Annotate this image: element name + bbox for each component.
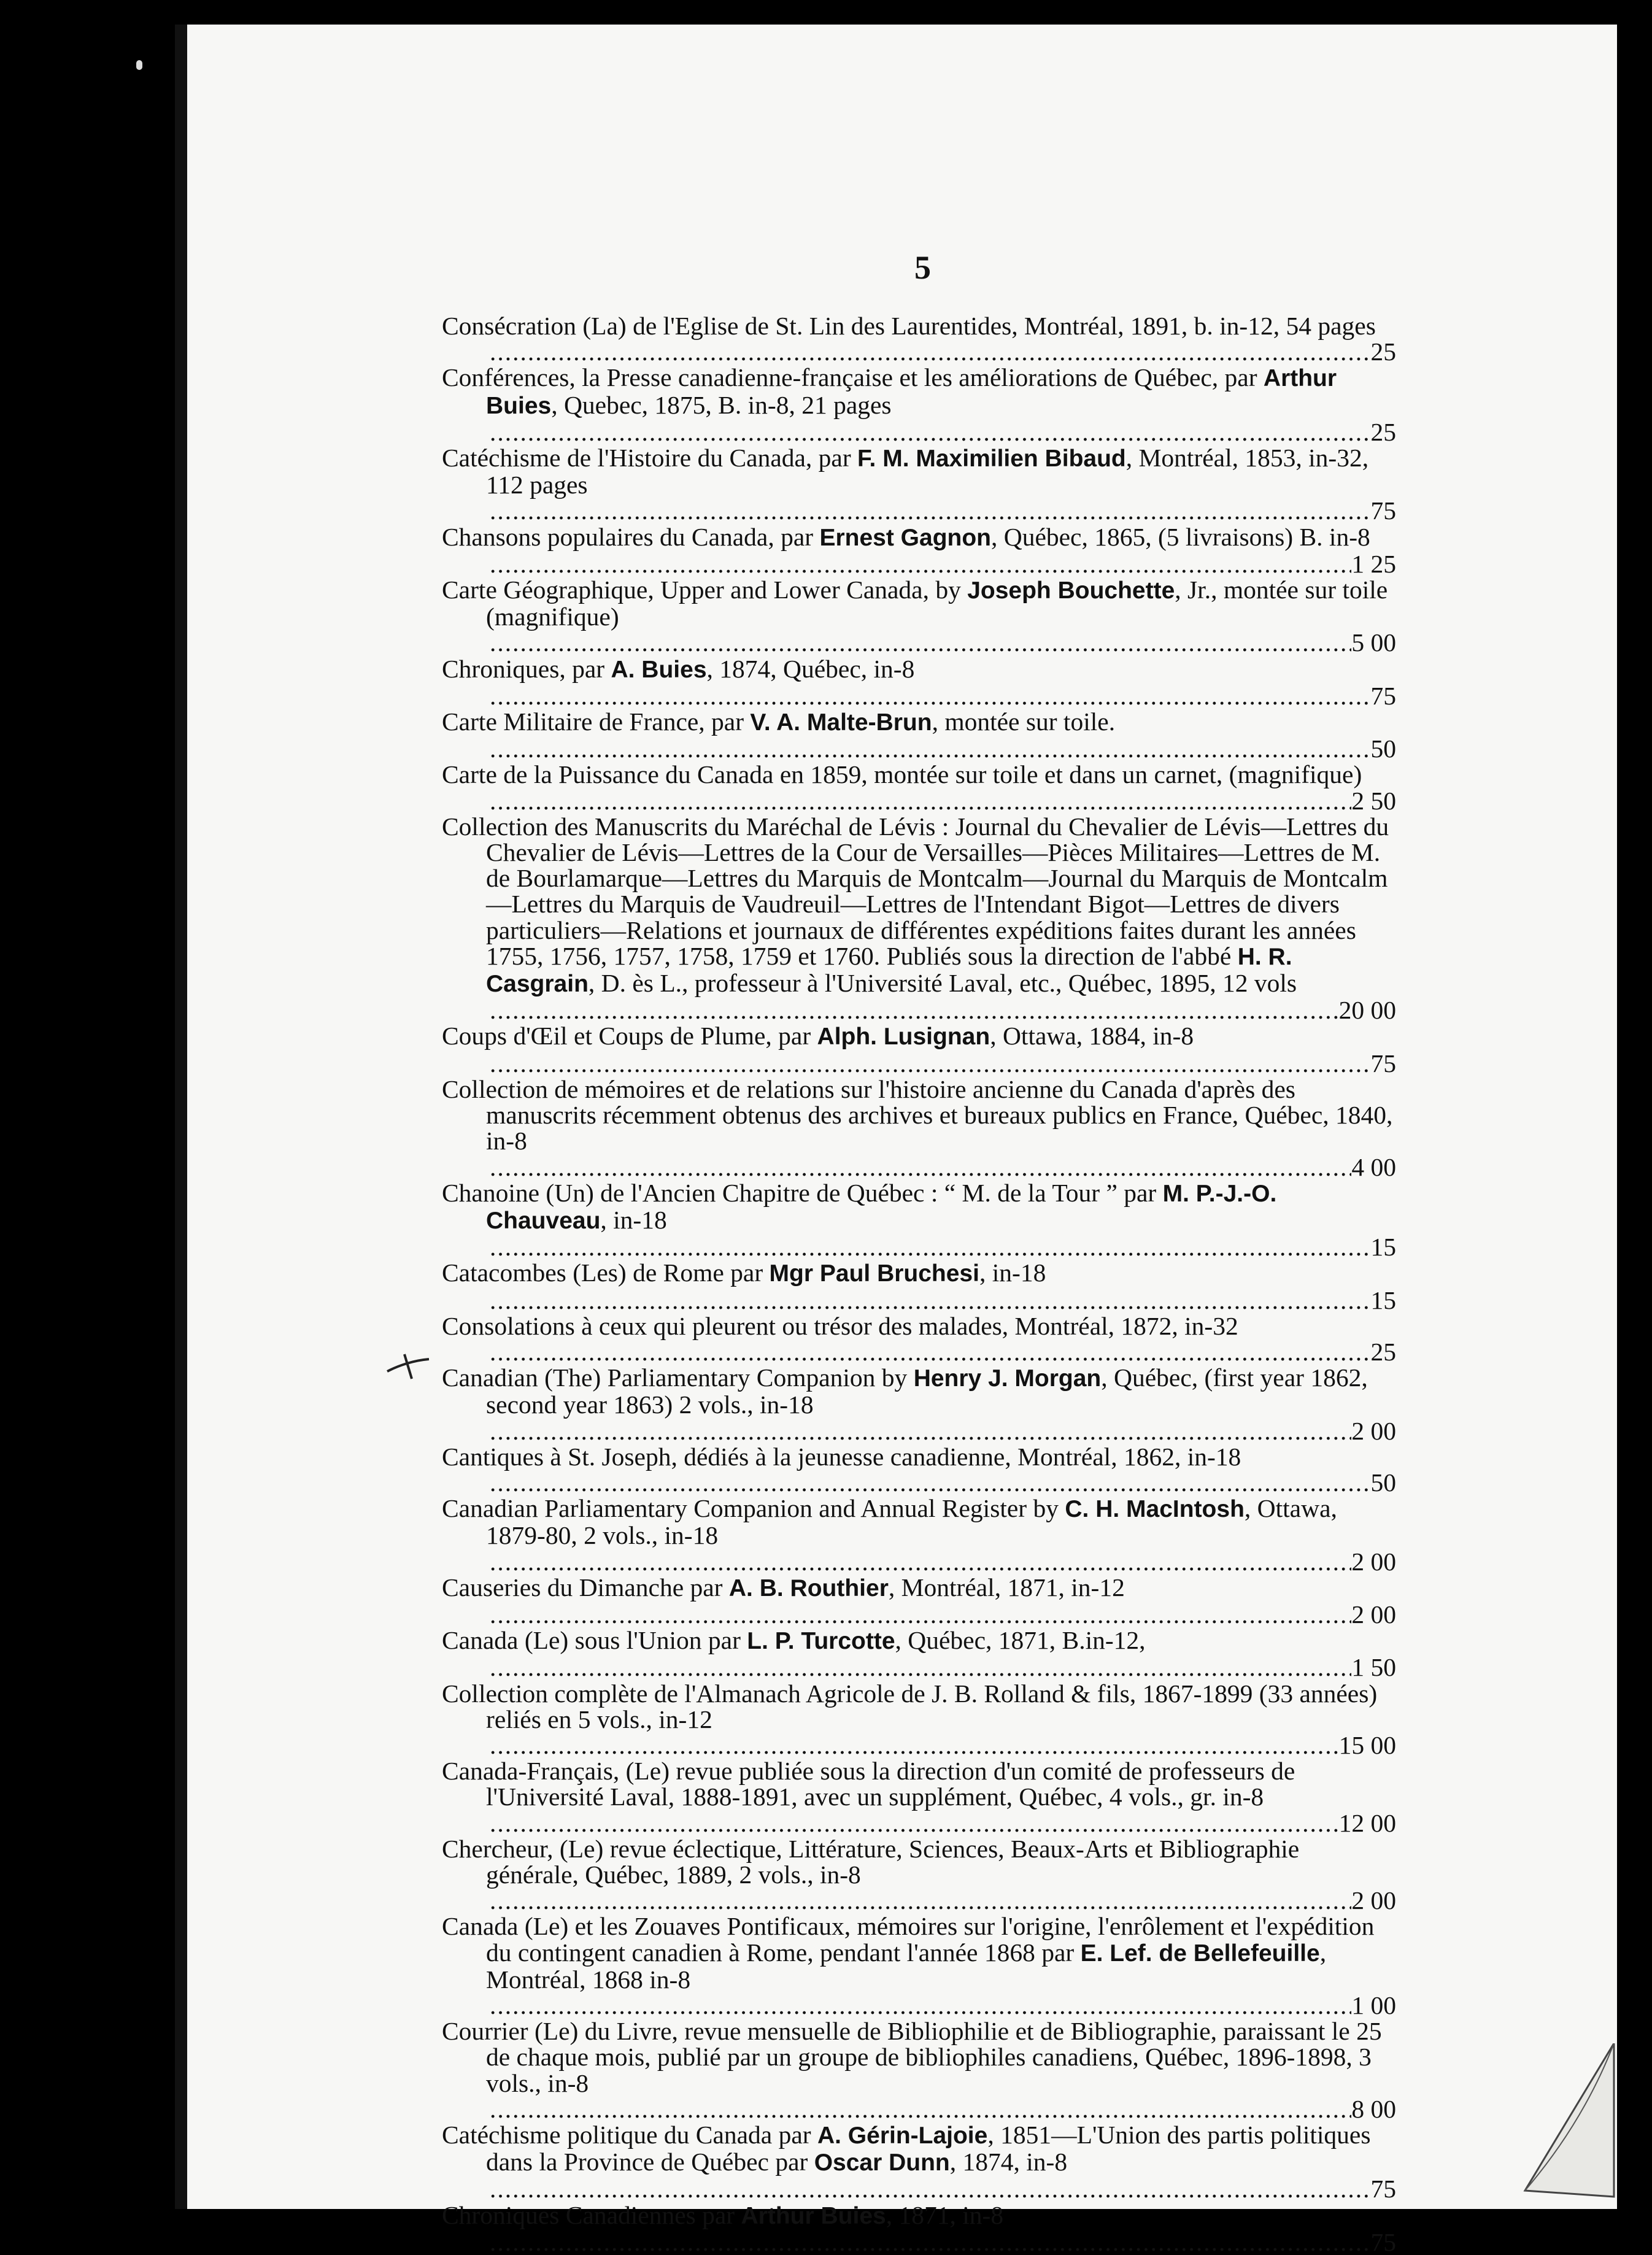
entry-text	[442, 1835, 1299, 1889]
entry-price: 2 00	[1351, 1548, 1396, 1575]
catalogue-entry	[442, 1260, 1396, 1313]
entry-author: Alph. Lusignan	[817, 1023, 990, 1050]
entry-price: 12 00	[1338, 1810, 1396, 1836]
dot-leader	[486, 683, 1371, 709]
catalogue-entry	[442, 2122, 1396, 2202]
dot-leader	[486, 1654, 1351, 1680]
entry-price: 5 00	[1351, 630, 1396, 656]
entry-title: Collection complète de l'Almanach Agricole de J. B. Rolland & fils, 1867-1899 (33 années) reliés en 5 vols., in-12	[442, 1679, 1378, 1733]
entry-text	[442, 576, 1388, 631]
entry-author: Arthur Buies	[486, 365, 1337, 419]
dot-leader	[486, 498, 1371, 523]
entry-text	[442, 444, 1368, 499]
entry-author: F. M. Maximilien Bibaud	[857, 445, 1126, 472]
entry-text	[442, 1757, 1295, 1811]
entry-leader-line	[486, 1470, 1396, 1495]
catalogue-entry	[442, 761, 1396, 813]
entry-text	[442, 2017, 1382, 2097]
entry-text	[442, 1259, 1046, 1287]
dot-leader	[486, 339, 1371, 364]
entry-text	[442, 1494, 1337, 1549]
entry-author: L. P. Turcotte	[747, 1628, 895, 1655]
catalogue-entry	[442, 1758, 1396, 1836]
dot-leader	[486, 419, 1371, 445]
entry-price: 20 00	[1338, 997, 1396, 1023]
entry-author: Henry J. Morgan	[913, 1365, 1102, 1392]
dot-leader	[486, 736, 1371, 761]
catalogue-entry	[442, 1313, 1396, 1365]
dot-leader	[486, 788, 1351, 814]
entry-price: 75	[1370, 1050, 1396, 1076]
dot-leader	[486, 2096, 1351, 2122]
catalogue-entry	[442, 1575, 1396, 1627]
binding-edge	[175, 25, 188, 2209]
entry-text	[442, 1075, 1392, 1155]
catalogue-entry	[442, 1495, 1396, 1575]
dot-leader	[486, 2229, 1371, 2255]
dot-leader	[486, 1050, 1371, 1076]
entry-price: 8 00	[1351, 2095, 1396, 2122]
entry-title: , Ottawa, 1879-80, 2 vols., in-18	[486, 1494, 1337, 1550]
entry-leader-line	[486, 1549, 1396, 1575]
entry-leader-line	[486, 1602, 1396, 1627]
entry-price: 15	[1370, 1234, 1396, 1260]
entry-title: Chercheur, (Le) revue éclectique, Littérature, Sciences, Beaux-Arts et Bibliographie générale, Québec, 1889, 2 vols., in-8	[442, 1834, 1300, 1889]
entry-leader-line	[486, 419, 1396, 445]
entry-leader-line	[486, 630, 1396, 655]
entry-text	[442, 312, 1376, 340]
entry-title: , 1871, in-8	[886, 2200, 1004, 2229]
entry-author: H. R. Casgrain	[486, 943, 1292, 998]
dot-leader	[486, 1992, 1351, 2018]
entry-price: 25	[1370, 339, 1396, 365]
entry-price: 1 50	[1351, 1654, 1396, 1681]
entry-price: 1 00	[1351, 1992, 1396, 2019]
entry-author: Mgr Paul Bruchesi	[769, 1260, 979, 1287]
dot-leader	[486, 1732, 1339, 1758]
entry-title: Canada-Français, (Le) revue publiée sous la direction d'un comité de professeurs de l'Université Laval, 1888-1891, avec un supplément, Québec, 4 vols., gr. in-8	[442, 1757, 1295, 1811]
entry-price: 25	[1370, 418, 1396, 445]
entry-title: , Montréal, 1868 in-8	[486, 1938, 1327, 1994]
entry-leader-line	[486, 1732, 1396, 1758]
catalogue-entry	[442, 2202, 1396, 2255]
dot-leader	[486, 1234, 1371, 1260]
catalogue-entry	[442, 1836, 1396, 1914]
entry-text	[442, 1363, 1368, 1419]
entry-title: , Montréal, 1853, in-32, 112 pages	[486, 444, 1369, 499]
entry-title: Canada (Le) sous l'Union par	[442, 1626, 747, 1655]
entry-title: Coups d'Œil et Coups de Plume, par	[442, 1022, 817, 1050]
entry-title: , Ottawa, 1884, in-8	[990, 1022, 1194, 1050]
entry-leader-line	[486, 997, 1396, 1023]
entry-author: V. A. Malte-Brun	[750, 709, 932, 736]
catalogue-entry	[442, 814, 1396, 1023]
entry-title: , D. ès L., professeur à l'Université Laval, etc., Québec, 1895, 12 vols	[588, 969, 1297, 998]
entry-author: M. P.-J.-O. Chauveau	[486, 1180, 1277, 1234]
page-corner-curl	[1507, 2043, 1617, 2209]
entry-title: Carte Géographique, Upper and Lower Canada, by	[442, 576, 968, 604]
entry-price: 1 25	[1351, 550, 1396, 577]
entry-leader-line	[486, 1810, 1396, 1836]
catalogue-entry	[442, 2018, 1396, 2122]
entry-price: 15	[1370, 1287, 1396, 1313]
entry-text	[442, 760, 1362, 788]
entry-author: A. Buies	[611, 656, 707, 683]
catalogue-entry	[442, 1180, 1396, 1260]
catalogue-entry	[442, 1913, 1396, 2018]
entry-text	[442, 363, 1337, 418]
entry-leader-line	[486, 551, 1396, 577]
entry-title: , 1851—L'Union des partis politiques dans la Province de Québec par	[486, 2121, 1371, 2176]
dust-speck	[136, 60, 142, 70]
entry-title: Conférences, la Presse canadienne-française et les améliorations de Québec, par	[442, 363, 1264, 392]
entry-title: Catéchisme politique du Canada par	[442, 2121, 817, 2149]
catalogue-entry	[442, 656, 1396, 709]
entry-author: C. H. MacIntosh	[1065, 1496, 1245, 1523]
dot-leader	[486, 1602, 1351, 1627]
entry-title: , montée sur toile.	[932, 707, 1116, 736]
entry-leader-line	[486, 1887, 1396, 1913]
catalogue-entry	[442, 1365, 1396, 1444]
entry-price: 4 00	[1351, 1154, 1396, 1180]
entry-leader-line	[486, 339, 1396, 364]
entry-price: 50	[1370, 736, 1396, 762]
entry-leader-line	[486, 498, 1396, 523]
entry-price: 75	[1370, 2229, 1396, 2255]
catalogue-entry	[442, 1076, 1396, 1180]
entry-title: Chansons populaires du Canada, par	[442, 522, 820, 551]
entry-title: , Québec, 1865, (5 livraisons) B. in-8	[991, 522, 1370, 551]
entry-text	[442, 1022, 1194, 1050]
entry-author: A. Gérin-Lajoie	[817, 2122, 988, 2149]
entry-text	[442, 812, 1389, 997]
entry-price: 50	[1370, 1469, 1396, 1496]
dot-leader	[486, 2176, 1371, 2202]
entry-title: Collection de mémoires et de relations sur l'histoire ancienne du Canada d'après des manuscrits récemment obtenus des archives et bureaux publics en France, Québec, 1840, in-8	[442, 1074, 1393, 1155]
entry-title: Chroniques Canadiennes par	[442, 2200, 741, 2229]
entry-title: , Québec, 1871, B.in-12,	[895, 1626, 1146, 1655]
dot-leader	[486, 1154, 1351, 1180]
entry-text	[442, 1626, 1146, 1654]
entry-text	[442, 655, 914, 683]
entry-text	[442, 2121, 1371, 2176]
catalogue-entry	[442, 1444, 1396, 1495]
entry-price: 75	[1370, 498, 1396, 524]
entry-title: Collection des Manuscrits du Maréchal de Lévis : Journal du Chevalier de Lévis—Lettres du Chevalier de Lévis—Lettres de la Cour de Versailles—Pièces Militaires—Lettres de M. de Bourlamarque—Lettres du Marquis de Montcalm—Journal du Marquis de Montcalm—Lettres du Marquis de Vaudreuil—Lettres de l'Intendant Bigot—Lettres de divers particuliers—Relations et journaux de différentes expéditions faites durant les années 1755, 1756, 1757, 1758, 1759 et 1760. Publiés sous la direction de l'abbé	[442, 812, 1389, 970]
entry-leader-line	[486, 1654, 1396, 1680]
entry-text	[442, 1443, 1241, 1471]
entry-title: Courrier (Le) du Livre, revue mensuelle de Bibliophilie et de Bibliographie, paraissant le 25 de chaque mois, publié par un groupe de bibliophiles canadiens, Québec, 1896-1898, 3 vols., in-8	[442, 2017, 1382, 2097]
entry-title: , in-18	[979, 1259, 1046, 1287]
entry-author: A. B. Routhier	[728, 1575, 889, 1602]
entry-title: Consolations à ceux qui pleurent ou trésor des malades, Montréal, 1872, in-32	[442, 1311, 1238, 1340]
entry-text	[442, 523, 1370, 551]
entry-leader-line	[486, 1418, 1396, 1444]
entry-title: Catacombes (Les) de Rome par	[442, 1259, 770, 1287]
entry-title: Chroniques, par	[442, 654, 611, 683]
entry-text	[442, 1912, 1374, 1993]
entry-leader-line	[486, 2229, 1396, 2255]
dot-leader	[486, 997, 1339, 1023]
catalogue-entry	[442, 577, 1396, 656]
entry-text	[442, 1179, 1276, 1234]
entry-title: , Quebec, 1875, B. in-8, 21 pages	[551, 390, 892, 419]
dot-leader	[486, 1887, 1351, 1913]
entry-text	[442, 1573, 1125, 1602]
entry-text	[442, 1312, 1238, 1340]
entry-price: 2 00	[1351, 1887, 1396, 1914]
entry-author: Joseph Bouchette	[967, 577, 1175, 604]
entry-title: Carte de la Puissance du Canada en 1859, montée sur toile et dans un carnet, (magnifique)	[442, 760, 1362, 789]
entry-title: Canadian (The) Parliamentary Companion by	[442, 1363, 914, 1392]
catalogue-entry	[442, 709, 1396, 761]
catalogue-entry	[442, 445, 1396, 524]
dot-leader	[486, 1470, 1371, 1495]
entry-text	[442, 707, 1115, 736]
catalogue-entry	[442, 1023, 1396, 1076]
entry-text	[442, 1679, 1377, 1733]
entry-title: , 1874, Québec, in-8	[706, 654, 915, 683]
pencil-cross-mark	[384, 1347, 433, 1384]
entry-title: Causeries du Dimanche par	[442, 1573, 729, 1602]
entry-title: Canada (Le) et les Zouaves Pontificaux, mémoires sur l'origine, l'enrôlement et l'expédition du contingent canadien à Rome, pendant l'année 1868 par	[442, 1912, 1375, 1967]
dot-leader	[486, 551, 1351, 577]
entry-text	[442, 2201, 1003, 2229]
entry-leader-line	[486, 2096, 1396, 2122]
entry-leader-line	[486, 1154, 1396, 1180]
entry-leader-line	[486, 683, 1396, 709]
entry-price: 2 00	[1351, 1601, 1396, 1628]
entry-leader-line	[486, 1234, 1396, 1260]
dot-leader	[486, 630, 1351, 655]
entry-leader-line	[486, 1287, 1396, 1313]
dot-leader	[486, 1810, 1339, 1836]
dot-leader	[486, 1287, 1371, 1313]
entry-price: 75	[1370, 2176, 1396, 2202]
entry-leader-line	[486, 2176, 1396, 2202]
entry-leader-line	[486, 736, 1396, 761]
catalogue-entry	[442, 364, 1396, 445]
dot-leader	[486, 1549, 1351, 1575]
entry-title: , Québec, (first year 1862, second year 1863) 2 vols., in-18	[486, 1363, 1368, 1419]
catalogue-entry	[442, 313, 1396, 364]
entry-author: Arthur Buies	[741, 2202, 886, 2229]
entry-leader-line	[486, 1050, 1396, 1076]
entry-title: Cantiques à St. Joseph, dédiés à la jeunesse canadienne, Montréal, 1862, in-18	[442, 1442, 1241, 1471]
entry-leader-line	[486, 1992, 1396, 2018]
entry-title: Consécration (La) de l'Eglise de St. Lin des Laurentides, Montréal, 1891, b. in-12, 54 pages	[442, 312, 1376, 340]
dot-leader	[486, 1339, 1371, 1365]
entry-author: E. Lef. de Bellefeuille	[1080, 1940, 1320, 1967]
catalogue-entry	[442, 524, 1396, 577]
entry-leader-line	[486, 788, 1396, 814]
entry-author: Ernest Gagnon	[819, 524, 991, 551]
entry-leader-line	[486, 1339, 1396, 1365]
entry-title: , Jr., montée sur toile (magnifique)	[486, 576, 1388, 631]
entry-price: 75	[1370, 682, 1396, 709]
entry-author: Oscar Dunn	[814, 2149, 950, 2176]
catalogue-list	[442, 313, 1396, 2255]
entry-title: , in-18	[600, 1205, 667, 1234]
dot-leader	[486, 1418, 1351, 1444]
entry-price: 2 00	[1351, 1417, 1396, 1444]
entry-title: , 1874, in-8	[949, 2148, 1068, 2176]
entry-price: 25	[1370, 1338, 1396, 1365]
catalogue-entry	[442, 1627, 1396, 1680]
entry-title: Chanoine (Un) de l'Ancien Chapitre de Québec : “ M. de la Tour ” par	[442, 1178, 1163, 1207]
entry-title: , Montréal, 1871, in-12	[888, 1573, 1125, 1602]
page-number: 5	[914, 249, 931, 286]
entry-price: 15 00	[1338, 1732, 1396, 1759]
entry-price: 2 50	[1351, 787, 1396, 814]
entry-title: Carte Militaire de France, par	[442, 707, 751, 736]
catalogue-entry	[442, 1681, 1396, 1759]
entry-title: Canadian Parliamentary Companion and Annual Register by	[442, 1494, 1065, 1523]
entry-title: Catéchisme de l'Histoire du Canada, par	[442, 444, 858, 472]
